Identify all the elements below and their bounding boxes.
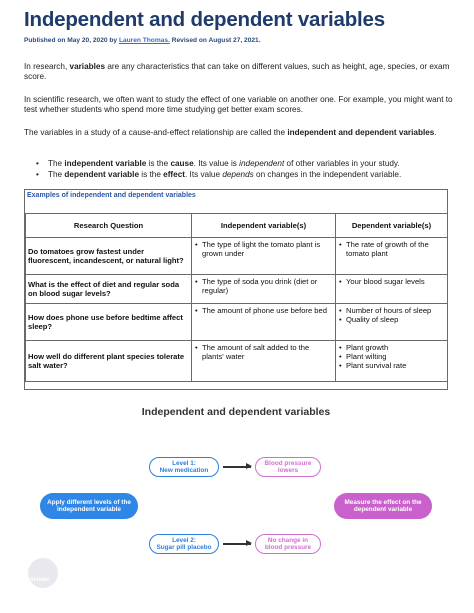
- intro-bold-term: variables: [69, 62, 106, 71]
- bullet-text: . Its value: [185, 170, 221, 179]
- independent-cell: [192, 341, 336, 382]
- header-research-question: Research Question: [26, 214, 192, 238]
- intro-paragraph: [24, 62, 454, 82]
- examples-table: [25, 213, 448, 382]
- measure-effect-label: Measure the effect on the dependent variable: [344, 498, 422, 513]
- scribbr-brand: Scribbr: [30, 577, 50, 583]
- variables-diagram: [24, 397, 448, 593]
- revised-date: Revised on August 27, 2021.: [171, 37, 261, 44]
- apply-levels-node: [40, 493, 138, 519]
- apply-levels-label: Apply different levels of the independent variable: [47, 498, 131, 513]
- diagram-title: Independent and dependent variables: [141, 406, 331, 418]
- author-link[interactable]: Lauren Thomas.: [118, 37, 170, 44]
- intro-text-rest: are any characteristics that can take on different values, such as height, age, species, or exam score.: [24, 62, 450, 82]
- header-independent: Independent variable(s): [192, 214, 336, 238]
- examples-caption: Examples of independent and dependent variables: [27, 192, 196, 199]
- bullet-text: of other variables in your study.: [286, 159, 400, 168]
- table-row: [26, 304, 448, 341]
- table-row: [26, 238, 448, 275]
- bullet-text: is the: [141, 170, 161, 179]
- bullet-text: on changes in the independent variable.: [256, 170, 402, 179]
- definition-bullets: [36, 158, 456, 180]
- publication-meta: [24, 37, 261, 44]
- intro-text: In research,: [24, 62, 68, 71]
- bullet-text: . Its value is: [193, 159, 237, 168]
- question-cell: How well do different plant species tolerate salt water?: [26, 341, 192, 382]
- bullet-text: The: [48, 159, 63, 168]
- level1-effect-label: Blood pressure lowers: [264, 459, 312, 474]
- level2-node: [149, 534, 219, 554]
- list-item: • Your blood sugar levels: [338, 277, 445, 286]
- level1-label: Level 1: New medication: [159, 459, 209, 474]
- dependent-cell: [336, 275, 448, 304]
- list-item: • The amount of salt added to the plants' water: [194, 343, 333, 361]
- bullet-dependent: [36, 169, 456, 180]
- bullet-term: effect: [163, 170, 185, 179]
- independent-cell: [192, 238, 336, 275]
- level2-label: Level 2: Sugar pill placebo: [156, 536, 212, 551]
- page-title: Independent and dependent variables: [24, 8, 385, 31]
- scribbr-logo-icon: [28, 558, 58, 588]
- definition-period: .: [434, 128, 437, 137]
- list-item: • Number of hours of sleep: [338, 306, 445, 315]
- table-header-row: [26, 214, 448, 238]
- examples-table-box: [24, 189, 448, 390]
- question-cell: Do tomatoes grow fastest under fluorescent, incandescent, or natural light?: [26, 238, 192, 275]
- arrow-icon: [223, 466, 251, 468]
- bullet-term: cause: [170, 159, 194, 168]
- published-date: Published on May 20, 2020 by: [24, 37, 118, 44]
- definition-paragraph: [24, 128, 454, 138]
- independent-cell: [192, 275, 336, 304]
- dependent-cell: [336, 341, 448, 382]
- table-row: [26, 275, 448, 304]
- dependent-cell: [336, 238, 448, 275]
- list-item: • Plant growth: [338, 343, 445, 352]
- question-cell: How does phone use before bedtime affect sleep?: [26, 304, 192, 341]
- question-cell: What is the effect of diet and regular soda on blood sugar levels?: [26, 275, 192, 304]
- measure-effect-node: [334, 493, 432, 519]
- level1-node: [149, 457, 219, 477]
- table-row: [26, 341, 448, 382]
- bullet-text: The: [48, 170, 63, 179]
- bullet-text: is the: [148, 159, 169, 168]
- arrow-icon: [223, 543, 251, 545]
- level2-effect-label: No change in blood pressure: [264, 536, 312, 551]
- definition-text: The variables in a study of a cause-and-effect relationship are called the: [24, 128, 286, 137]
- header-dependent: Dependent variable(s): [336, 214, 448, 238]
- list-item: • Plant survival rate: [338, 361, 445, 370]
- dependent-cell: [336, 304, 448, 341]
- bullet-independent: [36, 158, 456, 169]
- level2-effect-node: [255, 534, 321, 554]
- list-item: • Plant wilting: [338, 352, 445, 361]
- bullet-emphasis: independent: [239, 159, 285, 168]
- research-paragraph: In scientific research, we often want to study the effect of one variable on another one. For example, you might want to test whether students who spend more time studying get better exam scores.: [24, 95, 453, 115]
- list-item: • Quality of sleep: [338, 315, 445, 324]
- list-item: • The type of soda you drink (diet or regular): [194, 277, 333, 295]
- bullet-term: independent variable: [64, 159, 147, 168]
- list-item: • The rate of growth of the tomato plant: [338, 240, 445, 258]
- list-item: • The type of light the tomato plant is grown under: [194, 240, 333, 258]
- level1-effect-node: [255, 457, 321, 477]
- definition-bold-term: independent and dependent variables: [287, 128, 435, 137]
- independent-cell: [192, 304, 336, 341]
- bullet-term: dependent variable: [64, 170, 140, 179]
- bullet-emphasis: depends: [222, 170, 254, 179]
- list-item: • The amount of phone use before bed: [194, 306, 333, 315]
